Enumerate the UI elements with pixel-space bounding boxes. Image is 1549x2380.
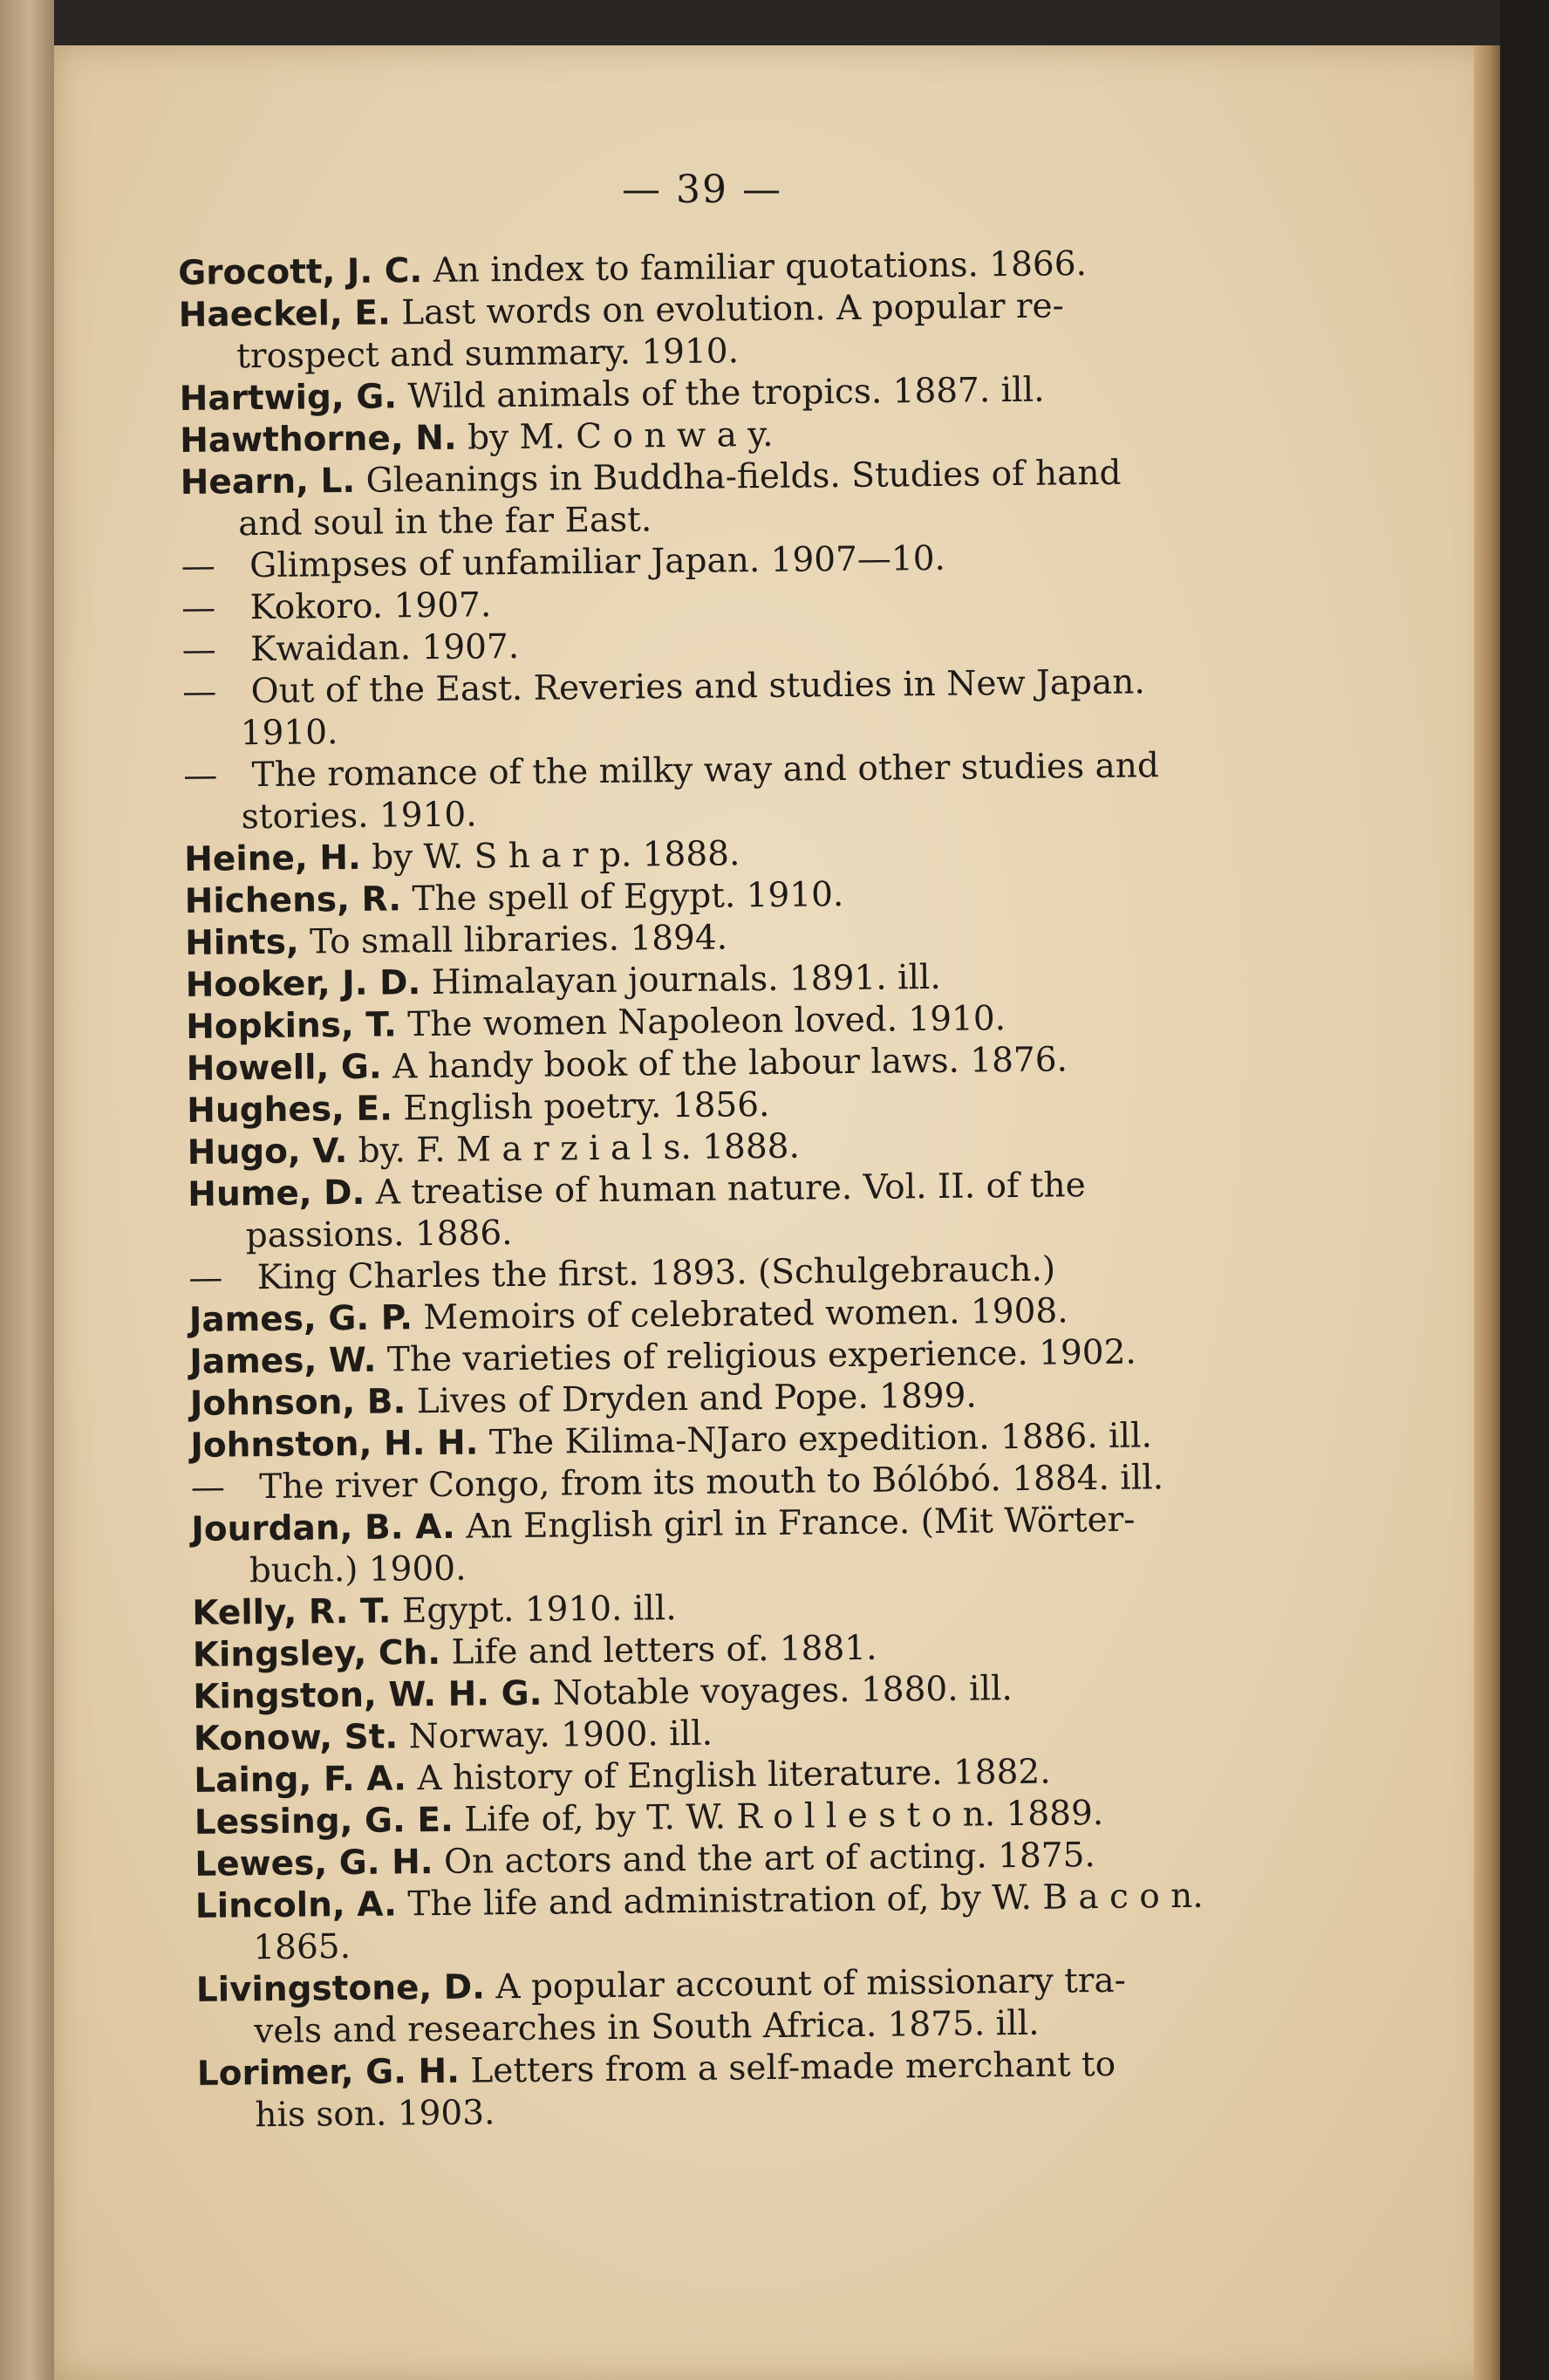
catalog-entry bbox=[197, 2041, 1332, 2137]
entry-author: Lorimer, G. H. bbox=[196, 2051, 461, 2094]
ditto-dash: — bbox=[181, 630, 217, 670]
entry-title-continuation: trospect and summary. 1910. bbox=[236, 332, 740, 377]
entry-title: Letters from a self-made merchant to bbox=[470, 2044, 1116, 2091]
entry-title: Egypt. 1910. ill. bbox=[401, 1589, 677, 1631]
page-number: — 39 — bbox=[622, 168, 782, 212]
entry-title: by M. C o n w a y. bbox=[467, 414, 774, 458]
entry-title: The spell of Egypt. 1910. bbox=[412, 875, 844, 920]
entry-title: by. F. M a r z i a l s. 1888. bbox=[358, 1126, 801, 1171]
ditto-dash: — bbox=[190, 1467, 226, 1508]
entry-title-continuation: and soul in the far East. bbox=[238, 500, 652, 544]
catalog-entry bbox=[196, 1958, 1331, 2054]
entry-title: The varieties of religious experience. 1902. bbox=[386, 1332, 1137, 1380]
entry-author: Haeckel, E. bbox=[178, 293, 392, 335]
ditto-dash: — bbox=[188, 1258, 223, 1298]
entry-title-continuation: 1910. bbox=[240, 713, 338, 754]
entry-title: Kokoro. 1907. bbox=[249, 585, 492, 628]
entry-author: Laing, F. A. bbox=[194, 1759, 407, 1801]
entry-title: Glimpses of unfamiliar Japan. 1907—10. bbox=[249, 538, 946, 586]
entry-title: A treatise of human nature. Vol. II. of the bbox=[375, 1166, 1086, 1213]
entry-title-continuation: his son. 1903. bbox=[255, 2093, 495, 2136]
ditto-dash: — bbox=[182, 672, 217, 712]
entry-title: Life of, by T. W. R o l l e s t o n. 1889. bbox=[464, 1793, 1104, 1840]
entry-title: Notable voyages. 1880. ill. bbox=[552, 1669, 1013, 1713]
entry-author: Johnson, B. bbox=[189, 1382, 406, 1424]
entry-author: Hints, bbox=[185, 922, 299, 963]
entry-author: Konow, St. bbox=[193, 1717, 399, 1759]
entry-title: by W. S h a r p. 1888. bbox=[371, 834, 740, 878]
entry-author: Kingston, W. H. G. bbox=[193, 1673, 542, 1717]
entry-title: An English girl in France. (Mit Wörter- bbox=[466, 1500, 1136, 1547]
entry-title: Life and letters of. 1881. bbox=[451, 1628, 877, 1672]
entry-author: Heine, H. bbox=[184, 838, 362, 879]
entry-author: Lewes, G. H. bbox=[194, 1843, 433, 1884]
entry-title: Memoirs of celebrated women. 1908. bbox=[423, 1291, 1068, 1338]
entry-author: Hartwig, G. bbox=[179, 377, 398, 419]
entry-title: A popular account of missionary tra- bbox=[495, 1960, 1127, 2007]
entry-title: The river Congo, from its mouth to Bólóbó. 1884. ill. bbox=[258, 1458, 1164, 1508]
entry-author: Hume, D. bbox=[188, 1173, 365, 1214]
entry-title: Lives of Dryden and Pope. 1899. bbox=[416, 1376, 978, 1422]
ditto-dash: — bbox=[183, 756, 218, 796]
catalog-entry bbox=[195, 1874, 1330, 1970]
entry-title: Wild animals of the tropics. 1887. ill. bbox=[407, 370, 1045, 417]
entry-title: Norway. 1900. ill. bbox=[408, 1713, 713, 1757]
entry-author: Hooker, J. D. bbox=[185, 963, 421, 1005]
entry-title: On actors and the art of acting. 1875. bbox=[443, 1836, 1096, 1882]
entry-title: The romance of the milky way and other studies and bbox=[251, 746, 1160, 796]
page-edge bbox=[1474, 45, 1500, 2380]
catalog-entry bbox=[183, 743, 1318, 839]
entry-author: Kingsley, Ch. bbox=[192, 1632, 441, 1675]
entry-author: Hichens, R. bbox=[184, 879, 402, 921]
book-cover-right bbox=[1500, 0, 1549, 2380]
entry-title-continuation: passions. 1886. bbox=[245, 1214, 513, 1256]
entry-title: To small libraries. 1894. bbox=[309, 918, 728, 962]
ditto-dash: — bbox=[181, 546, 215, 586]
entry-title: A handy book of the labour laws. 1876. bbox=[392, 1040, 1068, 1087]
entry-title: The life and administration of, by W. B a c o n. bbox=[407, 1876, 1204, 1925]
entry-author: James, W. bbox=[189, 1340, 377, 1382]
catalog-entry bbox=[191, 1497, 1326, 1593]
catalog-entry bbox=[181, 450, 1315, 546]
entry-title: Himalayan journals. 1891. ill. bbox=[431, 957, 942, 1002]
book-binding-left bbox=[0, 0, 54, 2380]
catalog-entry bbox=[179, 283, 1314, 379]
ditto-dash: — bbox=[181, 588, 216, 628]
entry-author: Livingstone, D. bbox=[195, 1967, 486, 2010]
entry-title-continuation: buch.) 1900. bbox=[249, 1549, 467, 1591]
entry-title: The women Napoleon loved. 1910. bbox=[406, 999, 1007, 1045]
catalog-entry-list bbox=[178, 241, 1332, 2137]
entry-author: Hopkins, T. bbox=[186, 1005, 398, 1047]
entry-author: Jourdan, B. A. bbox=[191, 1507, 456, 1549]
entry-author: Hughes, E. bbox=[187, 1089, 393, 1131]
entry-title: English poetry. 1856. bbox=[403, 1084, 770, 1129]
entry-author: James, G. P. bbox=[188, 1298, 413, 1340]
catalog-entry bbox=[182, 660, 1317, 756]
entry-author: Lessing, G. E. bbox=[194, 1800, 454, 1843]
entry-author: Hugo, V. bbox=[187, 1132, 348, 1173]
entry-author: Grocott, J. C. bbox=[178, 251, 423, 293]
entry-title-continuation: vels and researches in South Africa. 1875. ill. bbox=[254, 2003, 1040, 2052]
entry-title-continuation: 1865. bbox=[253, 1927, 351, 1968]
entry-title: Gleanings in Buddha-fields. Studies of hand bbox=[365, 453, 1122, 501]
entry-title: An index to familiar quotations. 1866. bbox=[433, 244, 1088, 291]
entry-author: Johnston, H. H. bbox=[190, 1423, 479, 1466]
entry-author: Hearn, L. bbox=[180, 461, 356, 503]
entry-author: Howell, G. bbox=[186, 1047, 382, 1089]
entry-title: Kwaidan. 1907. bbox=[249, 626, 520, 670]
catalog-entry bbox=[188, 1162, 1322, 1258]
entry-title: A history of English literature. 1882. bbox=[417, 1752, 1051, 1799]
entry-author: Lincoln, A. bbox=[194, 1884, 398, 1926]
entry-author: Hawthorne, N. bbox=[180, 418, 457, 461]
entry-title: King Charles the first. 1893. (Schulgebrauch.) bbox=[256, 1249, 1056, 1298]
entry-title: The Kilima-NJaro expedition. 1886. ill. bbox=[488, 1416, 1153, 1463]
entry-author: Kelly, R. T. bbox=[192, 1591, 392, 1633]
entry-title: Out of the East. Reveries and studies in New Japan. bbox=[250, 662, 1146, 712]
entry-title-continuation: stories. 1910. bbox=[241, 795, 477, 838]
entry-title: Last words on evolution. A popular re- bbox=[400, 286, 1065, 333]
